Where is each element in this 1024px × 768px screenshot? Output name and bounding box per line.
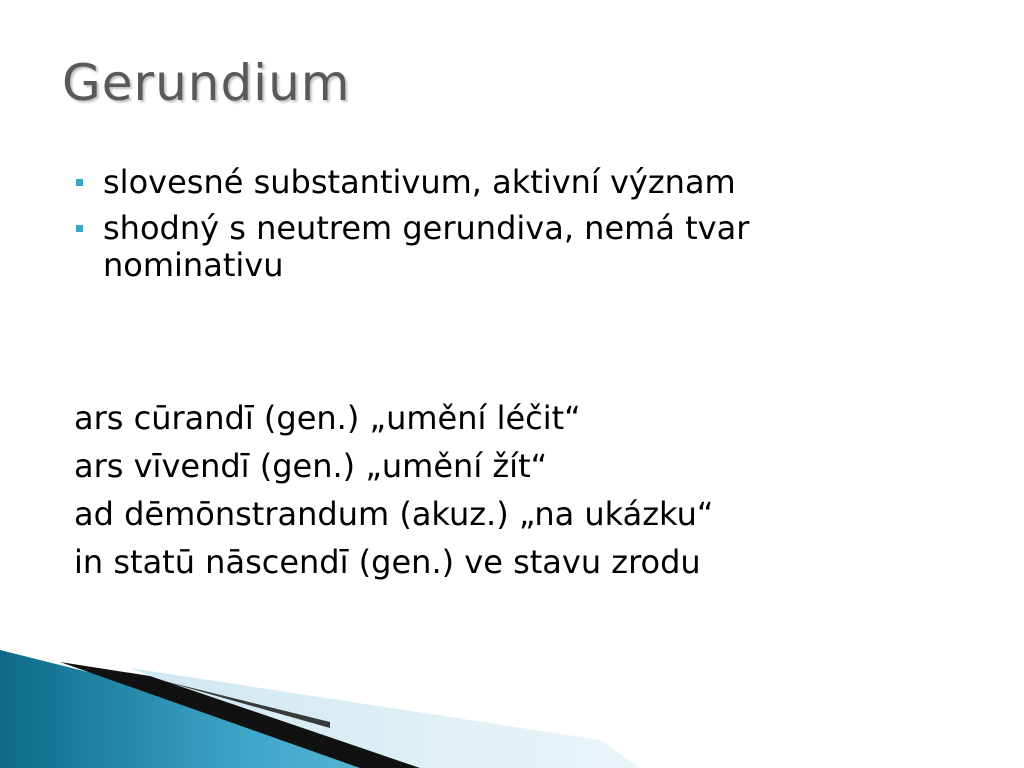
example-line: ad dēmōnstrandum (akuz.) „na ukázku“ <box>74 495 714 533</box>
example-line: in statū nāscendī (gen.) ve stavu zrodu <box>74 543 701 581</box>
bullet-text: slovesné substantivum, aktivní význam <box>103 163 736 201</box>
example-line: ars vīvendī (gen.) „umění žít“ <box>74 447 548 485</box>
bullet-item <box>74 210 874 284</box>
example-line: ars cūrandī (gen.) „umění léčit“ <box>74 399 581 437</box>
bullet-list <box>74 164 874 293</box>
bullet-text: shodný s neutrem gerundiva, nemá tvar nominativu <box>103 209 750 284</box>
square-bullet-icon <box>76 225 83 232</box>
example-list <box>74 394 974 586</box>
slide-title: Gerundium <box>62 54 351 112</box>
square-bullet-icon <box>76 179 83 186</box>
bullet-item <box>74 164 874 201</box>
